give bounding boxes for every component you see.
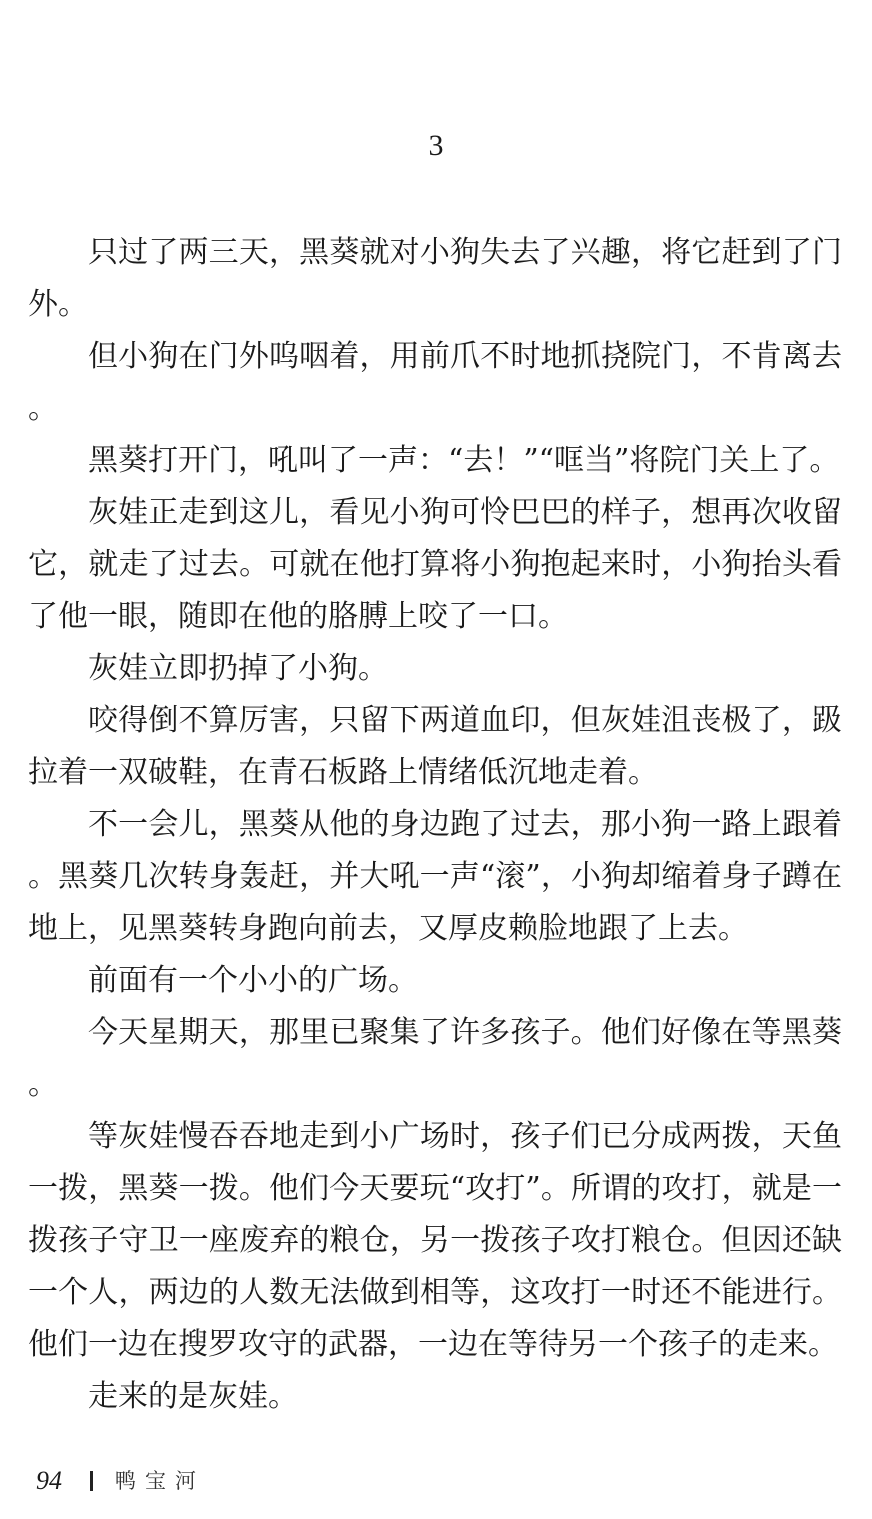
paragraph: 灰娃正走到这儿，看见小狗可怜巴巴的样子，想再次收留它，就走了过去。可就在他打算将小狗抱起来时，小狗抬头看了他一眼，随即在他的胳膊上咬了一口。 xyxy=(28,495,842,634)
paragraph: 今天星期天，那里已聚集了许多孩子。他们好像在等黑葵。 xyxy=(28,1015,842,1102)
paragraph: 等灰娃慢吞吞地走到小广场时，孩子们已分成两拨，天鱼一拨，黑葵一拨。他们今天要玩“攻打”。所谓的攻打，就是一拨孩子守卫一座废弃的粮仓，另一拨孩子攻打粮仓。但因还缺一个人，两边的人数无法做到相等，这攻打一时还不能进行。他们一边在搜罗攻守的武器，一边在等待另一个孩子的走来。 xyxy=(28,1119,842,1362)
spacer xyxy=(0,1423,872,1463)
paragraph: 只过了两三天，黑葵就对小狗失去了兴趣，将它赶到了门外。 xyxy=(28,235,842,322)
paragraph: 不一会儿，黑葵从他的身边跑了过去，那小狗一路上跟着。黑葵几次转身轰赶，并大吼一声“滚”，小狗却缩着身子蹲在地上，见黑葵转身跑向前去，又厚皮赖脸地跟了上去。 xyxy=(28,807,842,946)
body-text xyxy=(28,227,842,1423)
paragraph: 走来的是灰娃。 xyxy=(88,1379,298,1414)
footer-divider xyxy=(90,1471,93,1491)
paragraph: 黑葵打开门，吼叫了一声：“去！”“哐当”将院门关上了。 xyxy=(88,443,840,478)
paragraph: 但小狗在门外呜咽着，用前爪不时地抓挠院门，不肯离去。 xyxy=(28,339,842,426)
page-footer xyxy=(36,1463,872,1499)
paragraph: 咬得倒不算厉害，只留下两道血印，但灰娃沮丧极了，趿拉着一双破鞋，在青石板路上情绪低沉地走着。 xyxy=(28,703,842,790)
page-number: 94 xyxy=(36,1466,62,1495)
paragraph: 灰娃立即扔掉了小狗。 xyxy=(88,651,388,686)
chapter-number: 3 xyxy=(428,129,444,162)
book-title: 鸭宝河 xyxy=(115,1469,205,1493)
paragraph: 前面有一个小小的广场。 xyxy=(88,963,418,998)
